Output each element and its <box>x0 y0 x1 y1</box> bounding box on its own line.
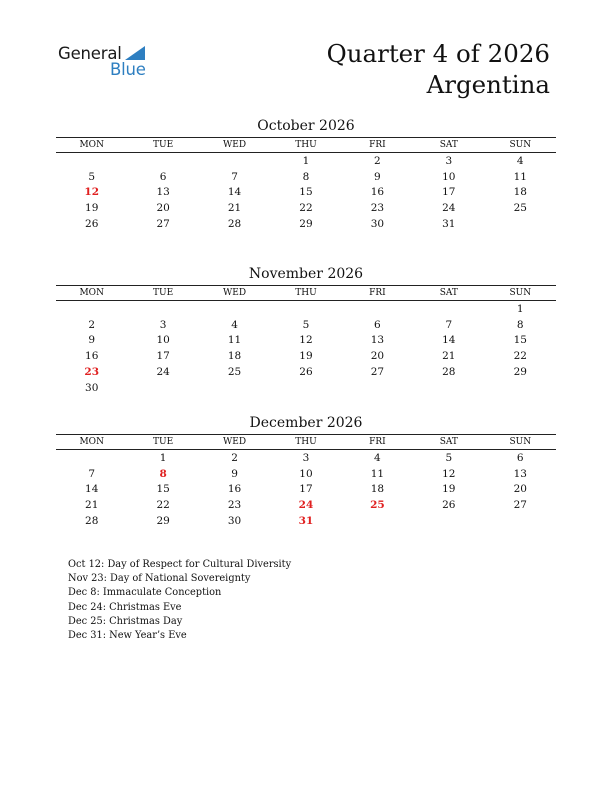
weekday-header: THU <box>270 138 341 153</box>
day-cell: 14 <box>227 186 242 199</box>
holiday-entry: Dec 31: New Year’s Eve <box>68 630 187 642</box>
empty-day-cell <box>485 216 556 232</box>
day-cell: 15 <box>156 483 170 496</box>
day-cell: 30 <box>227 515 242 528</box>
day-cell: 2 <box>88 318 96 331</box>
holiday-day-cell: 8 <box>159 467 167 480</box>
day-cell: 3 <box>302 451 310 464</box>
day-cell: 9 <box>231 467 238 480</box>
month-name: November 2026 <box>248 266 364 282</box>
holiday-entry: Dec 8: Immaculate Conception <box>68 587 222 599</box>
day-cell: 24 <box>442 202 456 215</box>
day-cell: 7 <box>88 467 96 480</box>
empty-day-cell <box>127 380 198 396</box>
day-cell: 9 <box>88 334 96 347</box>
holiday-list <box>68 558 291 643</box>
day-cell: 29 <box>299 218 313 231</box>
day-cell: 19 <box>85 202 99 215</box>
day-cell: 22 <box>156 499 170 512</box>
weekday-header: SUN <box>485 435 556 450</box>
holiday-entry: Oct 12: Day of Respect for Cultural Diversity <box>68 559 292 570</box>
day-cell: 2 <box>231 451 238 464</box>
week-row <box>56 169 556 185</box>
day-cell: 20 <box>156 202 170 215</box>
day-cell: 8 <box>302 170 310 183</box>
day-cell: 17 <box>442 186 456 199</box>
title-country: Argentina <box>426 70 550 99</box>
week-row <box>56 301 556 317</box>
weekday-header: SAT <box>413 435 484 450</box>
empty-day-cell <box>199 301 270 317</box>
day-cell: 4 <box>231 318 238 331</box>
day-cell: 8 <box>516 318 524 331</box>
weekday-header: THU <box>270 435 341 450</box>
day-cell: 21 <box>227 202 242 215</box>
day-cell: 26 <box>85 218 99 231</box>
day-cell: 19 <box>299 350 313 363</box>
weekday-header: TUE <box>127 138 198 153</box>
empty-day-cell <box>485 380 556 396</box>
day-cell: 5 <box>445 451 453 464</box>
empty-day-cell <box>270 301 341 317</box>
day-cell: 13 <box>156 186 170 199</box>
day-cell: 10 <box>299 467 313 480</box>
day-cell: 12 <box>442 467 456 480</box>
day-cell: 4 <box>374 451 381 464</box>
day-cell: 11 <box>513 170 527 183</box>
day-cell: 16 <box>85 350 99 363</box>
day-cell: 13 <box>370 334 385 347</box>
week-row <box>56 364 556 380</box>
day-cell: 28 <box>85 515 99 528</box>
empty-day-cell <box>413 380 484 396</box>
empty-day-cell <box>56 450 127 466</box>
week-row <box>56 317 556 333</box>
day-cell: 27 <box>370 366 385 379</box>
day-cell: 20 <box>370 350 385 363</box>
day-cell: 28 <box>442 366 456 379</box>
week-row <box>56 482 556 498</box>
day-cell: 15 <box>513 334 527 347</box>
logo-text-general: General <box>58 44 122 63</box>
weekday-header: FRI <box>342 435 413 450</box>
day-cell: 6 <box>159 170 167 183</box>
day-cell: 15 <box>299 186 313 199</box>
empty-day-cell <box>342 380 413 396</box>
day-cell: 1 <box>516 302 524 315</box>
holiday-day-cell: 31 <box>298 515 314 528</box>
weekday-header: WED <box>199 138 270 153</box>
day-cell: 11 <box>227 334 242 347</box>
day-cell: 10 <box>156 334 170 347</box>
empty-day-cell <box>342 301 413 317</box>
day-cell: 14 <box>442 334 456 347</box>
month-name: October 2026 <box>257 118 355 134</box>
empty-day-cell <box>199 153 270 169</box>
day-cell: 26 <box>299 366 313 379</box>
weekday-header-row <box>56 286 556 301</box>
day-cell: 24 <box>156 366 170 379</box>
day-cell: 13 <box>513 467 527 480</box>
day-cell: 17 <box>299 483 313 496</box>
weekday-header-row <box>56 435 556 450</box>
weekday-header-row <box>56 138 556 153</box>
holiday-day-cell: 23 <box>84 366 100 379</box>
title-quarter: Quarter 4 of 2026 <box>326 39 550 68</box>
month-grid <box>56 285 556 396</box>
weekday-header: THU <box>270 286 341 301</box>
weekday-header: MON <box>56 286 127 301</box>
weekday-header: FRI <box>342 138 413 153</box>
day-cell: 29 <box>156 515 170 528</box>
empty-day-cell <box>56 301 127 317</box>
day-cell: 11 <box>370 467 385 480</box>
day-cell: 7 <box>445 318 453 331</box>
day-cell: 17 <box>156 350 170 363</box>
holiday-day-cell: 24 <box>298 499 314 512</box>
week-row <box>56 497 556 513</box>
generalblue-logo <box>58 44 158 84</box>
calendar-december <box>56 414 556 529</box>
day-cell: 31 <box>442 218 456 231</box>
day-cell: 7 <box>231 170 238 183</box>
day-cell: 16 <box>370 186 385 199</box>
day-cell: 23 <box>370 202 385 215</box>
day-cell: 18 <box>370 483 385 496</box>
empty-day-cell <box>127 153 198 169</box>
empty-day-cell <box>270 380 341 396</box>
month-grid <box>56 434 556 529</box>
day-cell: 2 <box>374 154 381 167</box>
week-row <box>56 153 556 169</box>
day-cell: 25 <box>227 366 242 379</box>
day-cell: 6 <box>374 318 381 331</box>
week-row <box>56 348 556 364</box>
weekday-header: MON <box>56 435 127 450</box>
day-cell: 3 <box>445 154 453 167</box>
empty-day-cell <box>56 153 127 169</box>
holiday-day-cell: 25 <box>370 499 385 512</box>
day-cell: 10 <box>442 170 456 183</box>
weekday-header: WED <box>199 435 270 450</box>
day-cell: 4 <box>516 154 524 167</box>
weekday-header: SUN <box>485 286 556 301</box>
weekday-header: SAT <box>413 286 484 301</box>
day-cell: 14 <box>85 483 99 496</box>
day-cell: 6 <box>516 451 524 464</box>
day-cell: 25 <box>513 202 527 215</box>
empty-day-cell <box>127 301 198 317</box>
logo-text-blue: Blue <box>110 60 146 79</box>
day-cell: 12 <box>299 334 313 347</box>
weekday-header: WED <box>199 286 270 301</box>
empty-day-cell <box>413 301 484 317</box>
month-grid <box>56 137 556 232</box>
weekday-header: FRI <box>342 286 413 301</box>
calendar-october <box>56 117 556 232</box>
weekday-header: MON <box>56 138 127 153</box>
month-name: December 2026 <box>249 415 363 431</box>
holiday-entry: Nov 23: Day of National Sovereignty <box>68 573 251 585</box>
weekday-header: SUN <box>485 138 556 153</box>
day-cell: 5 <box>88 170 96 183</box>
day-cell: 23 <box>227 499 242 512</box>
week-row <box>56 200 556 216</box>
day-cell: 27 <box>513 499 527 512</box>
calendar-november <box>56 265 556 396</box>
week-row <box>56 216 556 232</box>
day-cell: 19 <box>442 483 456 496</box>
empty-day-cell <box>199 380 270 396</box>
holiday-entry: Dec 25: Christmas Day <box>68 615 183 627</box>
day-cell: 26 <box>442 499 456 512</box>
day-cell: 22 <box>513 350 527 363</box>
holiday-entry: Dec 24: Christmas Eve <box>68 601 182 613</box>
day-cell: 18 <box>227 350 242 363</box>
day-cell: 30 <box>85 381 99 394</box>
weekday-header: TUE <box>127 435 198 450</box>
holiday-day-cell: 12 <box>84 186 100 199</box>
day-cell: 22 <box>299 202 313 215</box>
weekday-header: TUE <box>127 286 198 301</box>
empty-day-cell <box>413 513 484 529</box>
weekday-header: SAT <box>413 138 484 153</box>
week-row <box>56 333 556 349</box>
day-cell: 30 <box>370 218 385 231</box>
week-row <box>56 513 556 529</box>
empty-day-cell <box>342 513 413 529</box>
logo-triangle-icon <box>125 46 145 60</box>
page-title <box>327 38 550 100</box>
week-row <box>56 380 556 396</box>
day-cell: 1 <box>302 154 310 167</box>
week-row <box>56 466 556 482</box>
week-row <box>56 450 556 466</box>
day-cell: 28 <box>227 218 242 231</box>
day-cell: 21 <box>442 350 456 363</box>
day-cell: 21 <box>85 499 99 512</box>
day-cell: 18 <box>513 186 527 199</box>
week-row <box>56 185 556 201</box>
day-cell: 27 <box>156 218 170 231</box>
day-cell: 5 <box>302 318 310 331</box>
day-cell: 3 <box>159 318 167 331</box>
day-cell: 1 <box>159 451 167 464</box>
day-cell: 29 <box>513 366 527 379</box>
empty-day-cell <box>485 513 556 529</box>
day-cell: 9 <box>374 170 381 183</box>
day-cell: 20 <box>513 483 527 496</box>
day-cell: 16 <box>227 483 242 496</box>
